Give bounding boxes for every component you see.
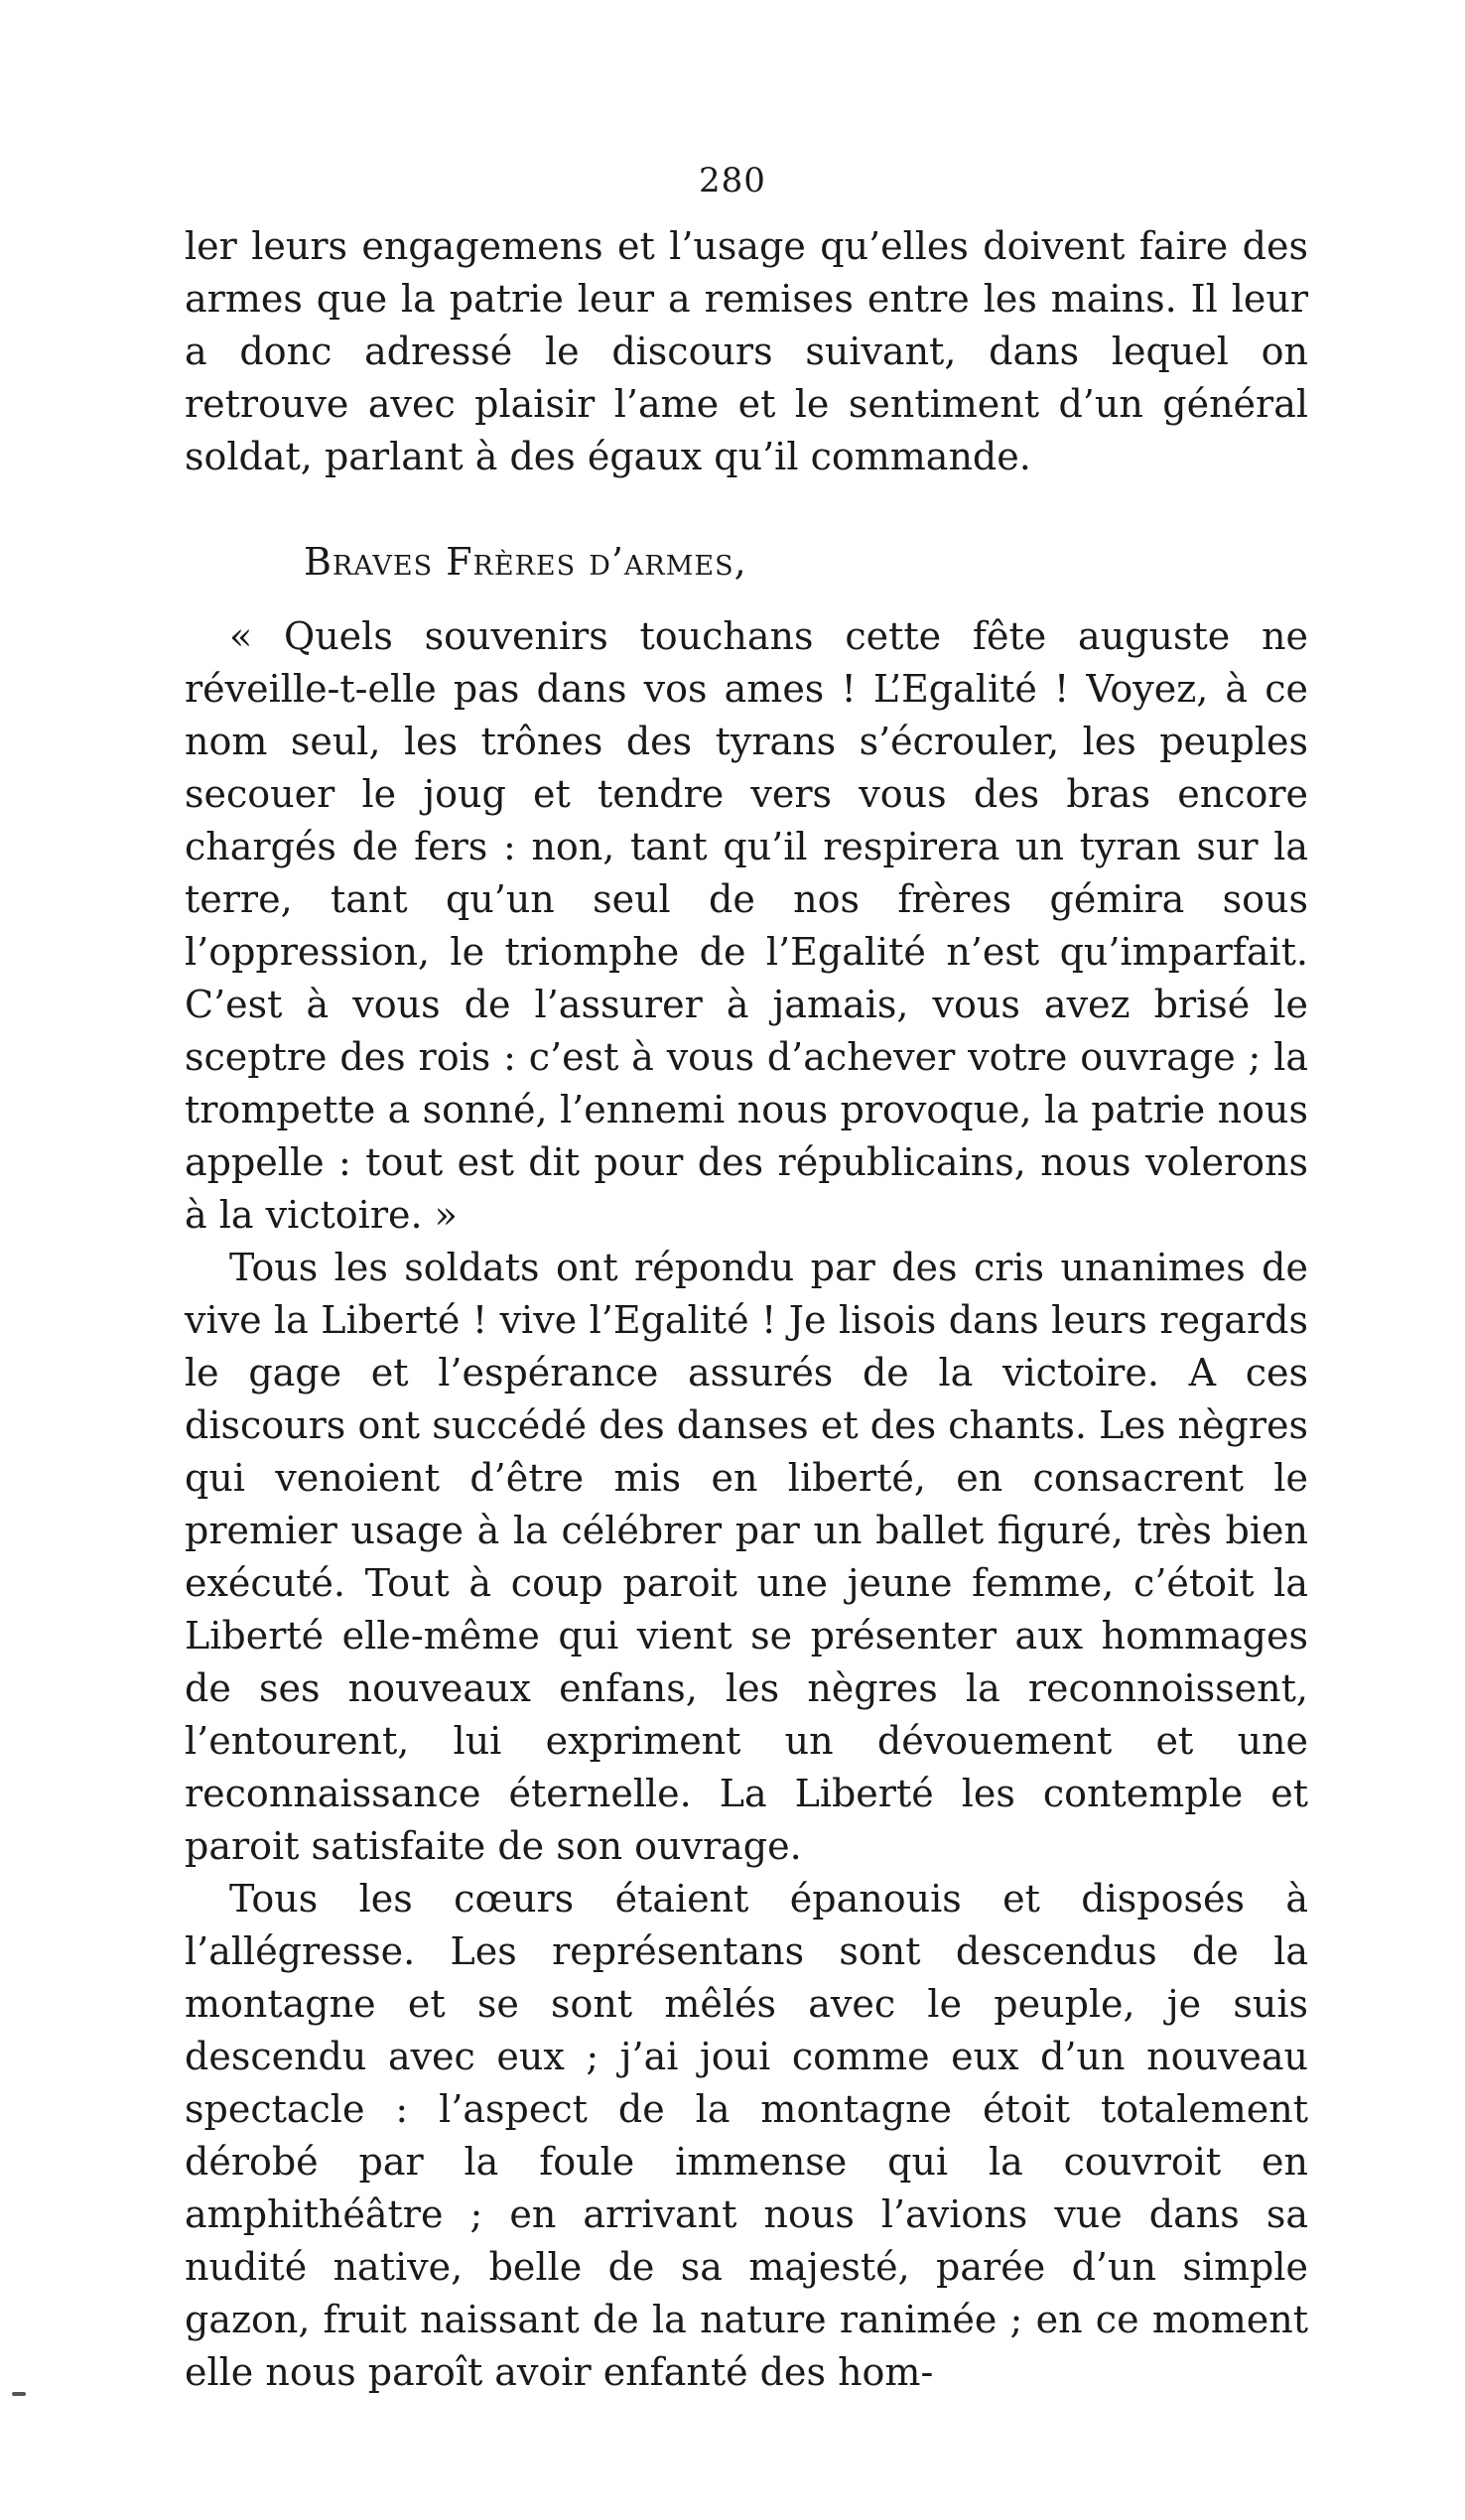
page-number: 280 xyxy=(699,161,766,200)
scan-speck xyxy=(12,2392,26,2396)
paragraph-soldiers-response: Tous les soldats ont répondu par des cris unanimes de vive la Liberté ! vive l’Egalité ! Je lisois dans leurs regards le gage et l’espérance assurés de la victoire. A ces discours ont succédé des danses et des chants. Les nègres qui venoient d’être mis en liberté, en consacrent le premier usage à la célébrer par un ballet figuré, très bien exécuté. Tout à coup paroit une jeune femme, c’étoit la Liberté elle-même qui vient se présenter aux hommages de ses nouveaux enfans, les nègres la reconnoissent, l’entourent, lui expriment un dévouement et une reconnaissance éternelle. La Liberté les contemple et paroit satisfaite de son ouvrage. xyxy=(185,1246,1308,1868)
paragraph-descent-from-mountain: Tous les cœurs étaient épanouis et disposés à l’allégresse. Les représentans sont descendus de la montagne et se sont mêlés avec le peuple, je suis descendu avec eux ; j’ai joui comme eux d’un nouveau spectacle : l’aspect de la montagne étoit totalement dérobé par la foule immense qui la couvroit en amphithéâtre ; en arrivant nous l’avions vue dans sa nudité native, belle de sa majesté, parée d’un simple gazon, fruit naissant de la nature ranimée ; en ce moment elle nous paroît avoir enfanté des hom- xyxy=(185,1877,1308,2394)
paragraph-continuation: ler leurs engagemens et l’usage qu’elles doivent faire des armes que la patrie leur a remises entre les mains. Il leur a donc adressé le discours suivant, dans lequel on retrouve avec plaisir l’ame et le sentiment d’un général soldat, parlant à des égaux qu’il commande. xyxy=(185,224,1308,478)
page-body xyxy=(185,220,1308,2399)
speech-quotation: « Quels souvenirs touchans cette fête auguste ne réveille-t-elle pas dans vos ames ! L’Egalité ! Voyez, à ce nom seul, les trônes des tyrans s’écrouler, les peuples secouer le joug et tendre vers vous des bras encore chargés de fers : non, tant qu’il respirera un tyran sur la terre, tant qu’un seul de nos frères gémira sous l’oppression, le triomphe de l’Egalité n’est qu’imparfait. C’est à vous de l’assurer à jamais, vous avez brisé le sceptre des rois : c’est à vous d’achever votre ouvrage ; la trompette a sonné, l’ennemi nous provoque, la patrie nous appelle : tout est dit pour des républicains, nous volerons à la victoire. » xyxy=(185,614,1308,1237)
speech-salutation: Braves Frères d’armes, xyxy=(304,540,747,584)
